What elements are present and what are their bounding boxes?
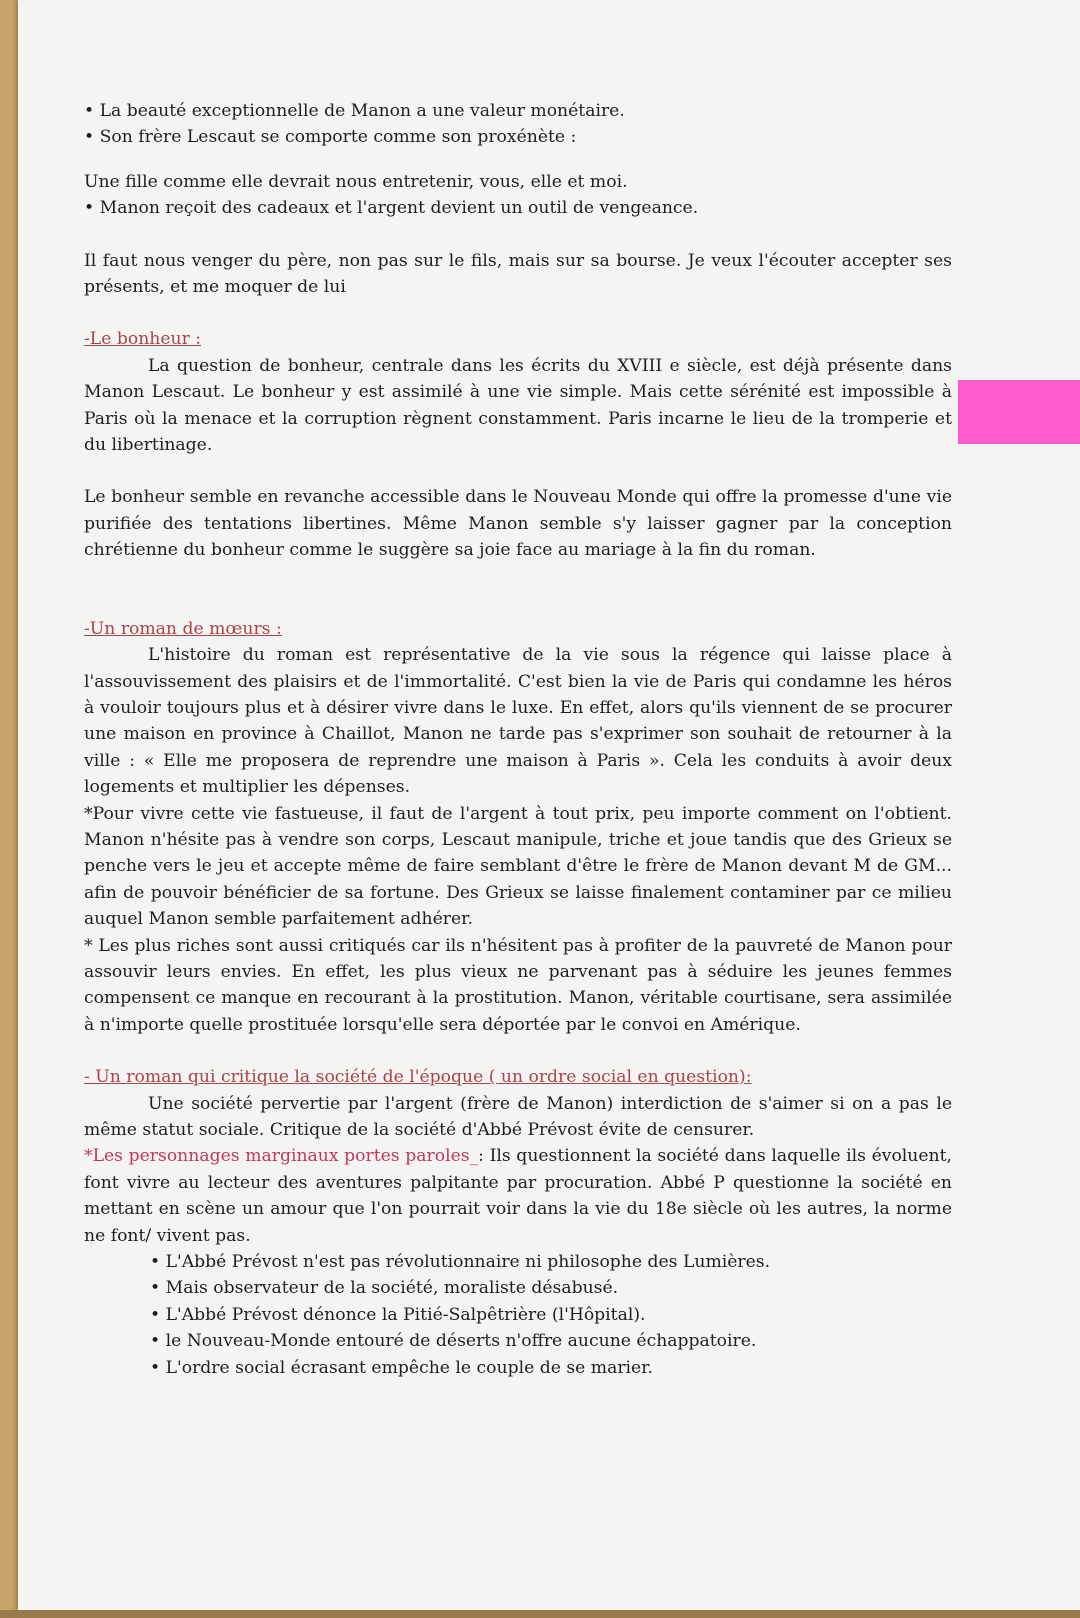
- list-item: • L'Abbé Prévost dénonce la Pitié-Salpêtrière (l'Hôpital).: [150, 1304, 646, 1325]
- societe-list: [84, 1249, 952, 1381]
- list-item: • L'ordre social écrasant empêche le couple de se marier.: [150, 1357, 654, 1378]
- pink-tab-marker: [958, 380, 1080, 444]
- document-body: [84, 98, 952, 1381]
- heading-bonheur: -Le bonheur :: [84, 329, 202, 350]
- moeurs-paragraph-1: L'histoire du roman est représentative de la vie sous la régence qui laisse place à l'assouvissement des plaisirs et de l'immortalité. C'est bien la vie de Paris qui condamne les héros à vouloir toujours plus et à désirer vivre dans le luxe. En effet, alors qu'ils viennent de se procurer une maison en province à Chaillot, Manon ne tarde pas s'exprimer son souhait de retourner à la ville : « Elle me proposera de reprendre une maison à Paris ». Cela les conduits à avoir deux logements et multiplier les dépenses.: [84, 645, 952, 798]
- intro-quote-2: Il faut nous venger du père, non pas sur le fils, mais sur sa bourse. Je veux l'écouter accepter ses présents, et me moquer de lui: [84, 250, 952, 298]
- bonheur-paragraph-2: Le bonheur semble en revanche accessible dans le Nouveau Monde qui offre la promesse d'une vie purifiée des tentations libertines. Même Manon semble s'y laisser gagner par la conception chrétienne du bonheur comme le suggère sa joie face au mariage à la fin du roman.: [84, 487, 952, 561]
- list-item: • Mais observateur de la société, moraliste désabusé.: [150, 1278, 619, 1299]
- heading-societe: - Un roman qui critique la société de l'époque ( un ordre social en question):: [84, 1067, 752, 1088]
- societe-paragraph-2-rest: : Ils questionnent la société dans laquelle ils évoluent, font vivre au lecteur des aventures palpitante par procuration. Abbé P questionne la société en mettant en scène un amour que l'on pourrait voir dans la vie du 18e siècle où les autres, la norme ne font/ vivent pas.: [84, 1146, 952, 1246]
- intro-bullet-3: • Manon reçoit des cadeaux et l'argent devient un outil de vengeance.: [84, 198, 699, 219]
- heading-moeurs: -Un roman de mœurs :: [84, 618, 282, 639]
- intro-bullet-1: • La beauté exceptionnelle de Manon a une valeur monétaire.: [84, 101, 625, 121]
- societe-paragraph-2: [84, 1143, 952, 1249]
- table-edge: [0, 1610, 1080, 1618]
- societe-paragraph-1: Une société pervertie par l'argent (frère de Manon) interdiction de s'aimer si on a pas le même statut sociale. Critique de la société d'Abbé Prévost évite de censurer.: [84, 1093, 952, 1140]
- intro-bullet-2: • Son frère Lescaut se comporte comme son proxénète :: [84, 127, 577, 148]
- bonheur-paragraph-1: La question de bonheur, centrale dans les écrits du XVIII e siècle, est déjà présente dans Manon Lescaut. Le bonheur y est assimilé à une vie simple. Mais cette sérénité est impossible à Paris où la menace et la corruption règnent constamment. Paris incarne le lieu de la tromperie et du libertinage.: [84, 355, 952, 456]
- list-item: • L'Abbé Prévost n'est pas révolutionnaire ni philosophe des Lumières.: [150, 1252, 771, 1273]
- intro-quote-1: Une fille comme elle devrait nous entretenir, vous, elle et moi.: [84, 171, 628, 192]
- list-item: • le Nouveau-Monde entouré de déserts n'offre aucune échappatoire.: [150, 1331, 757, 1352]
- moeurs-paragraph-2: *Pour vivre cette vie fastueuse, il faut de l'argent à tout prix, peu importe comment on l'obtient. Manon n'hésite pas à vendre son corps, Lescaut manipule, triche et joue tandis que des Grieux se penche vers le jeu et accepte même de faire semblant d'être le frère de Manon devant M de GM... afin de pouvoir bénéficier de sa fortune. Des Grieux se laisse finalement contaminer par ce milieu auquel Manon semble parfaitement adhérer.: [84, 803, 952, 930]
- marginal-characters-highlight: *Les personnages marginaux portes paroles_: [84, 1146, 479, 1167]
- moeurs-paragraph-3: * Les plus riches sont aussi critiqués car ils n'hésitent pas à profiter de la pauvreté de Manon pour assouvir leurs envies. En effet, les plus vieux ne parvenant pas à séduire les jeunes femmes compensent ce manque en recourant à la prostitution. Manon, véritable courtisane, sera assimilée à n'importe quelle prostituée lorsqu'elle sera déportée par le convoi en Amérique.: [84, 935, 952, 1035]
